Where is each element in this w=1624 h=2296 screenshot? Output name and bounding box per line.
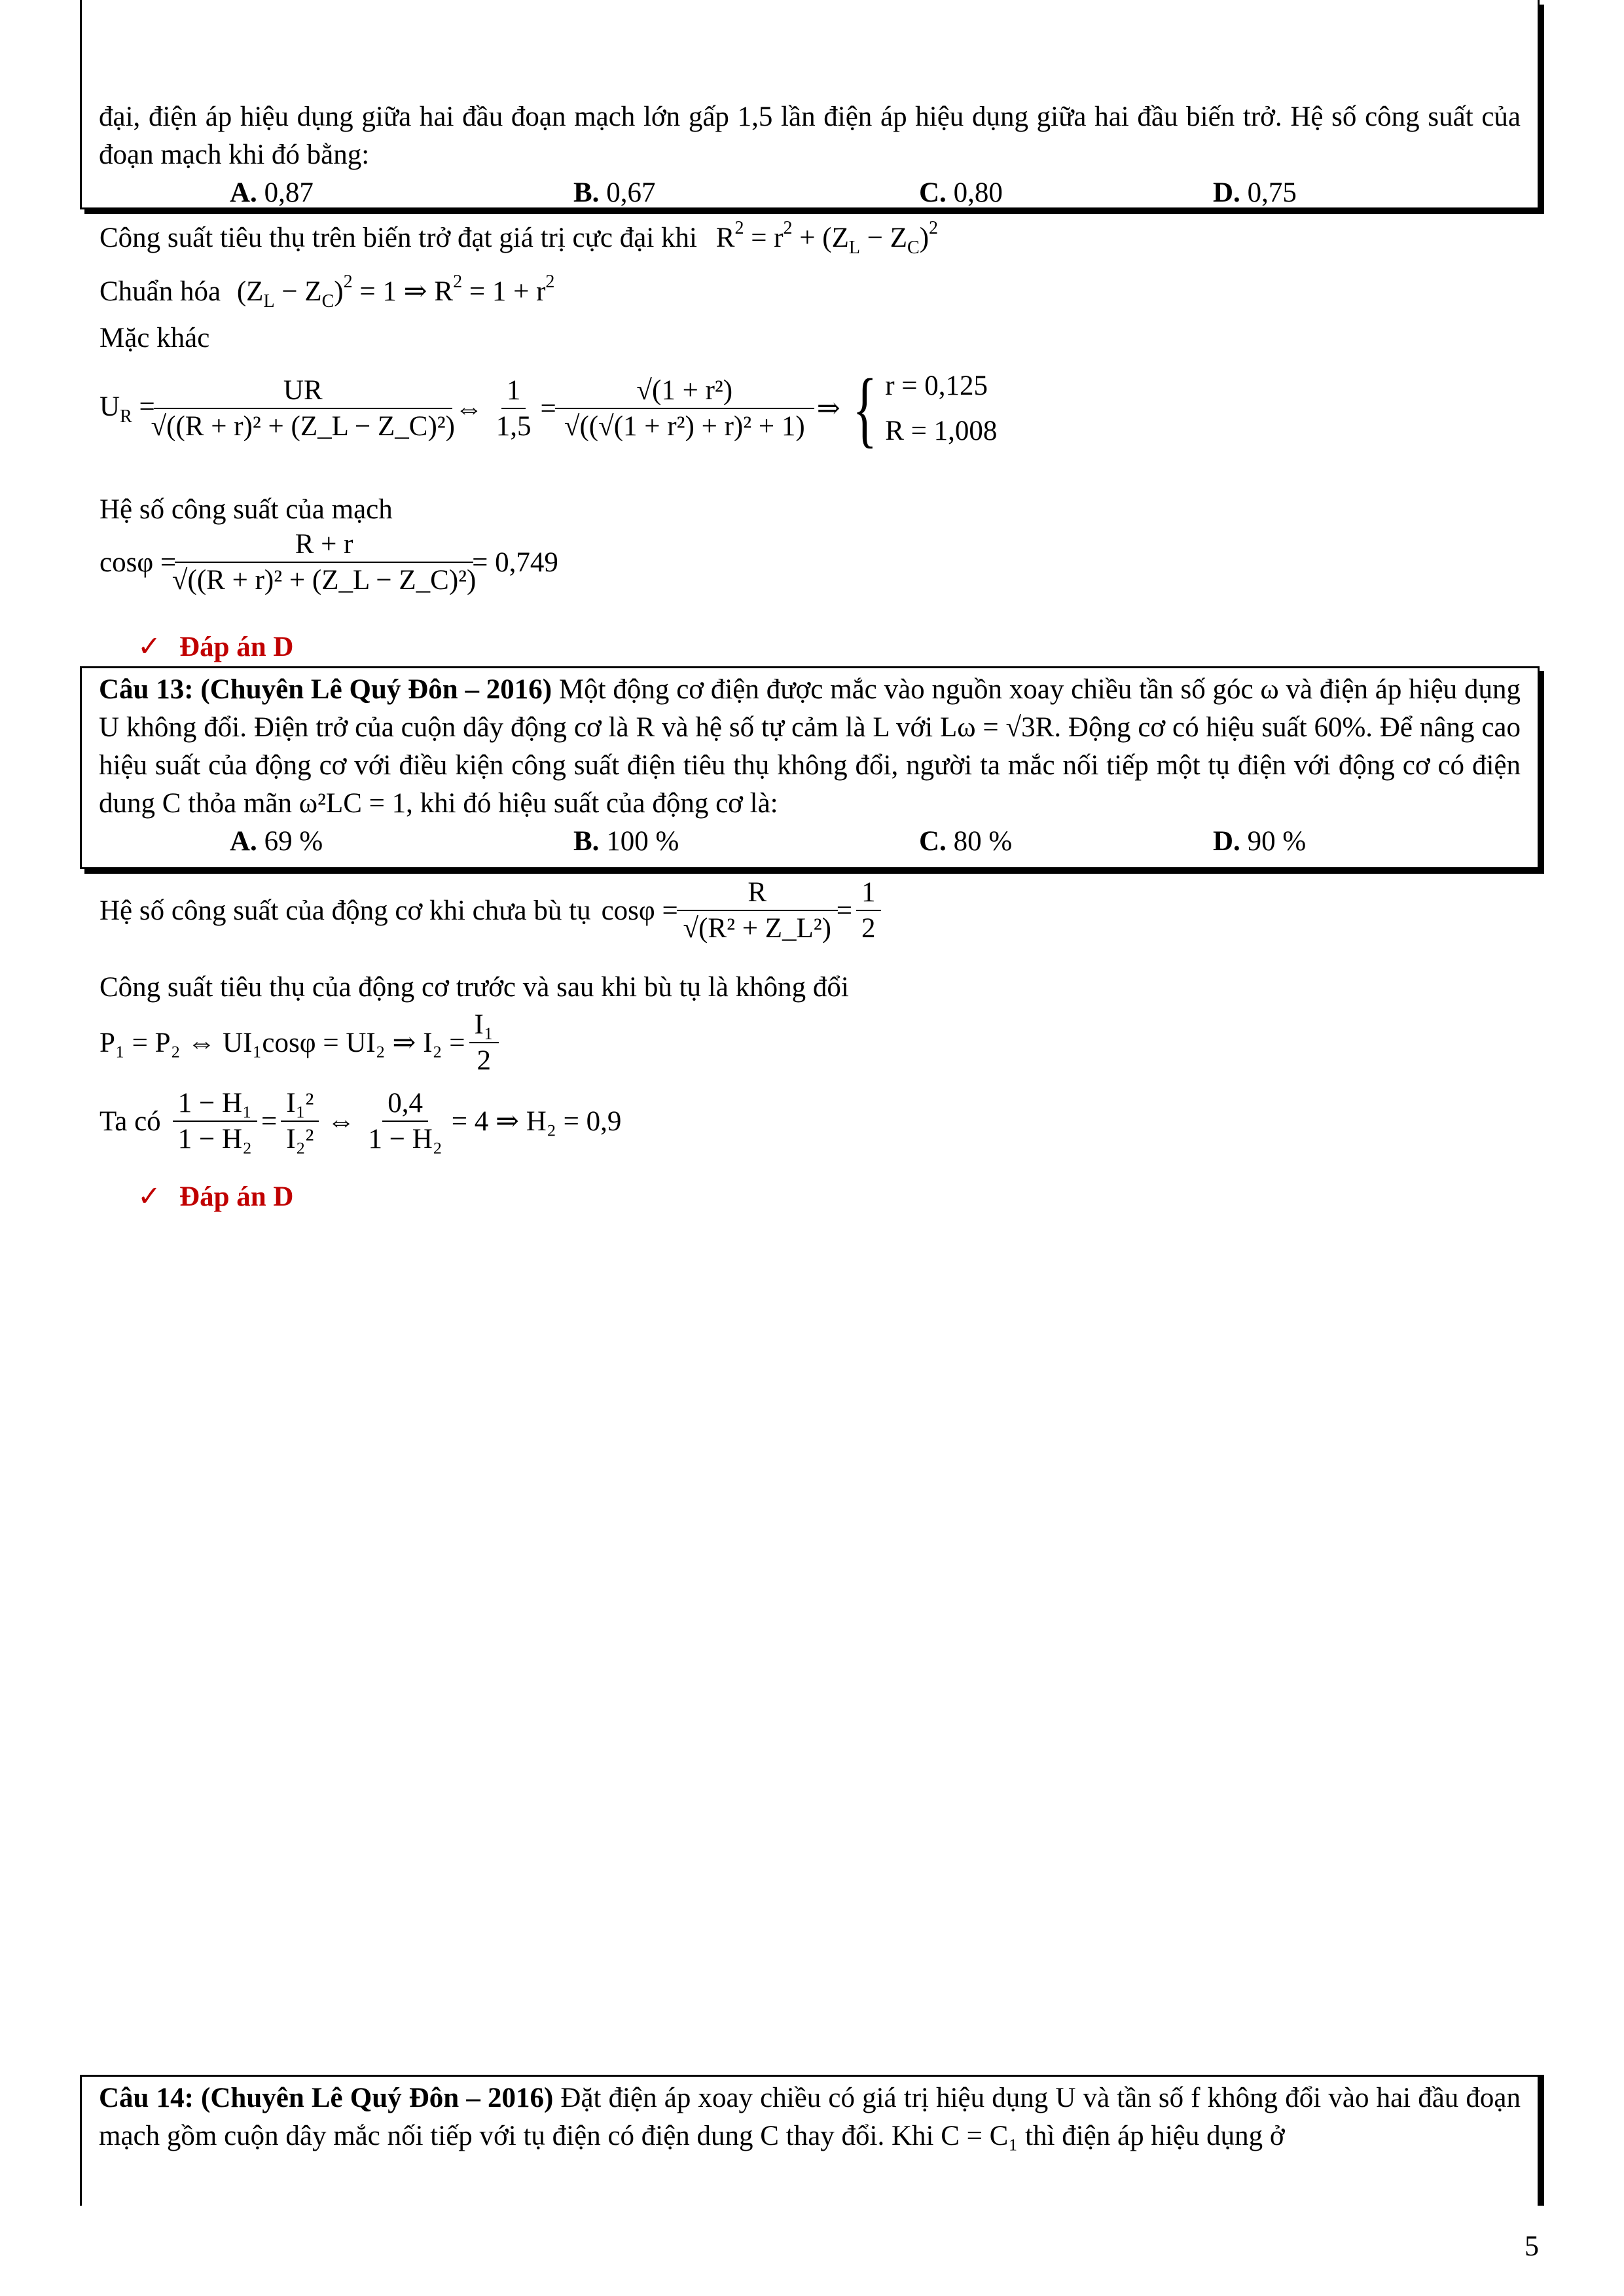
sol12-line1: Công suất tiêu thụ trên biến trở đạt giá trị cực đại khi $R^2 = r^2 + (Z_L - Z_C)^2$ — [99, 218, 939, 258]
question-12-box — [80, 0, 1540, 209]
sol12-answer: ✓ Đáp án D — [137, 632, 294, 662]
R-value: R = 1,008 — [885, 415, 998, 446]
r-value: r = 0,125 — [885, 370, 988, 401]
sol12-cos-equation: cosφ = $\frac{R + r}{\text{√((R + r)² + (Z\_L − Z\_C)²)}}$ = 0,749 — [99, 529, 558, 596]
sol12-ur-equation: $U_R$ = $\frac{UR}{\text{√((R + r)² + (Z\_L − Z\_C)²)}}$ ⇔ $\frac{1}{1,5}$ = $\frac{\text{√(1 + r²)}}{\text{√((√(1 + r²) + r)² + 1)}}$ ⇒ { r = 0,125 R = 1,008 — [99, 361, 998, 456]
sol13-line3: P₁ = P₂ ⇔ UI₁cosφ = UI₂ ⇒ I₂ = $\frac{\text{I₁}}{2}$ — [99, 1008, 503, 1078]
sol13-answer: ✓ Đáp án D — [137, 1181, 294, 1212]
option-d: D. 0,75 — [1213, 177, 1297, 209]
option-b: B. 100 % — [573, 826, 679, 857]
question-12-options — [99, 174, 1521, 212]
question-14-box — [80, 2075, 1540, 2206]
sol13-line1: Hệ số công suất của động cơ khi chưa bù tụ cosφ = $\frac{R}{\text{√(R² + Z\_L²)}}$ = $\frac{1}{2}$ — [99, 876, 885, 946]
option-a: A. 69 % — [230, 826, 323, 857]
checkmark-icon: ✓ — [137, 1181, 162, 1212]
checkmark-icon: ✓ — [137, 632, 162, 662]
page-number: 5 — [1525, 2230, 1539, 2262]
sol13-line2: Công suất tiêu thụ của động cơ trước và sau khi bù tụ là không đổi — [99, 972, 849, 1003]
question-13-options — [99, 823, 1521, 861]
question-13-box — [80, 666, 1540, 869]
option-d: D. 90 % — [1213, 826, 1307, 857]
option-b: B. 0,67 — [573, 177, 656, 209]
option-c: C. 0,80 — [919, 177, 1003, 209]
sol12-line2: Chuẩn hóa $(Z_L - Z_C)^2 = 1$ ⇒ $R^2 = 1 + r^2$ — [99, 272, 555, 312]
question-14-text: Câu 14: (Chuyên Lê Quý Đôn – 2016) Đặt điện áp xoay chiều có giá trị hiệu dụng U và tần số f không đổi vào hai đầu đoạn mạch gồm cuộn dây mắc nối tiếp với tụ điện có điện dung C thay đổi. Khi C = C₁ thì điện áp hiệu dụng ở — [99, 2083, 1521, 2152]
sol12-line3: Mặc khác — [99, 323, 210, 353]
option-a: A. 0,87 — [230, 177, 314, 209]
question-13-text: Câu 13: (Chuyên Lê Quý Đôn – 2016) Một động cơ điện được mắc vào nguồn xoay chiều tần số góc ω và điện áp hiệu dụng U không đổi. Điện trở của cuộn dây động cơ là R và hệ số tự cảm là L với Lω = √3R. Động cơ có hiệu suất 60%. Để nâng cao hiệu suất của động cơ với điều kiện công suất điện tiêu thụ không đổi, người ta mắc nối tiếp một tụ điện với động cơ có điện dung C thỏa mãn ω²LC = 1, khi đó hiệu suất của động cơ là: — [99, 674, 1521, 819]
sol13-line4: Ta có $\frac{\text{1 − H₁}}{\text{1 − H₂}}$ = $\frac{\text{I₁²}}{\text{I₂²}}$ ⇔ $\frac{0,4}{\text{1 − H₂}}$ = 4 ⇒ H₂ = 0,9 — [99, 1088, 622, 1155]
sol12-line4: Hệ số công suất của mạch — [99, 494, 393, 525]
question-12-text: đại, điện áp hiệu dụng giữa hai đầu đoạn mạch lớn gấp 1,5 lần điện áp hiệu dụng giữa hai đầu biến trở. Hệ số công suất của đoạn mạch khi đó bằng: — [99, 101, 1521, 171]
option-c: C. 80 % — [919, 826, 1013, 857]
brace: { — [852, 361, 877, 456]
